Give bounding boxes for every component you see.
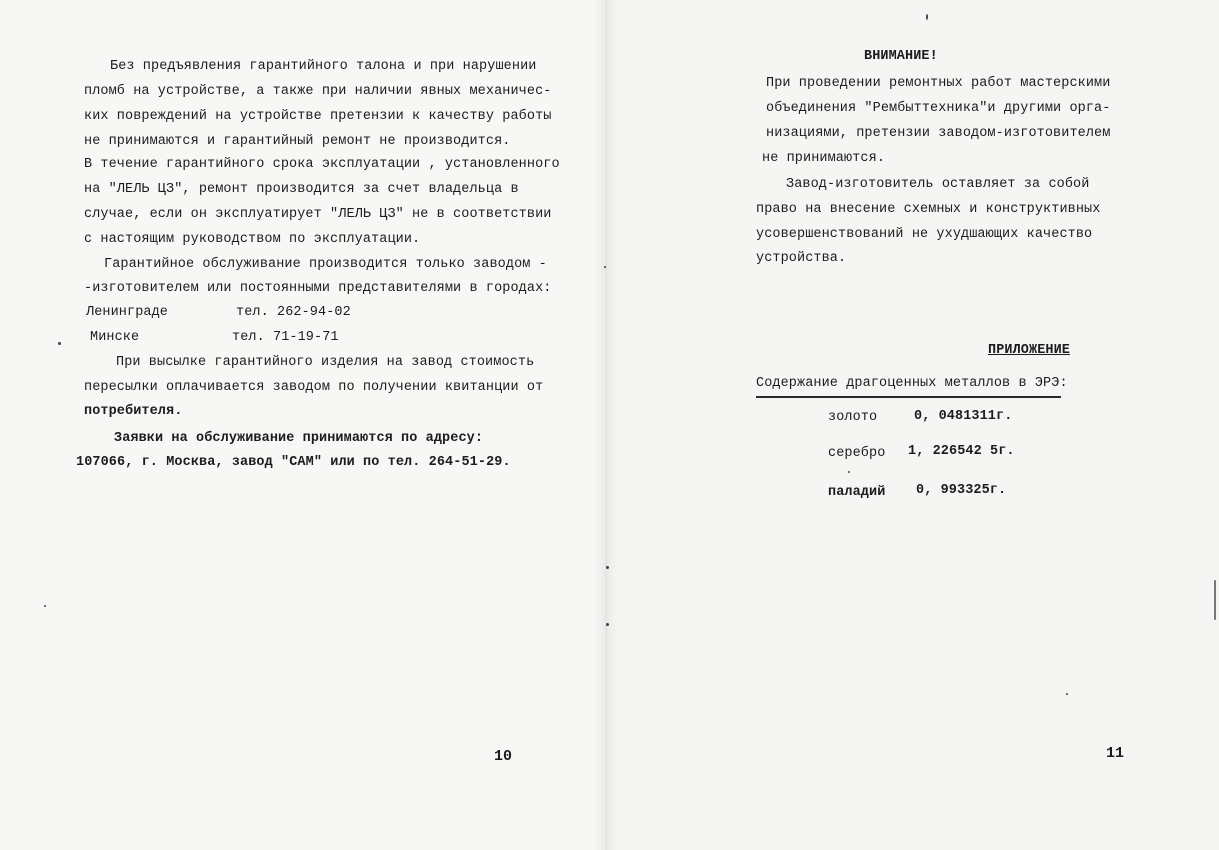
warranty-text-line: Без предъявления гарантийного талона и при нарушении: [110, 59, 537, 74]
left-page: [0, 0, 606, 850]
scan-edge-mark: [1214, 580, 1216, 620]
warranty-text-line: Гарантийное обслуживание производится только заводом -: [104, 257, 547, 272]
warranty-text-line: на "ЛЕЛЬ ЦЗ", ремонт производится за счет владельца в: [84, 182, 519, 197]
metal-amount: 0, 0481311г.: [914, 409, 1013, 424]
warranty-text-line: В течение гарантийного срока эксплуатации , установленного: [84, 157, 560, 172]
shipping-text-line: При высылке гарантийного изделия на завод стоимость: [116, 355, 535, 370]
metal-amount: 0, 993325г.: [916, 483, 1007, 498]
page-number: 10: [494, 748, 513, 765]
city-phone: тел. 71-19-71: [232, 330, 339, 345]
improvement-text-line: устройства.: [756, 251, 847, 266]
scan-speck: [44, 605, 46, 607]
service-text-line: Заявки на обслуживание принимаются по адресу:: [114, 431, 484, 446]
book-gutter: [594, 0, 618, 850]
improvement-text-line: Завод-изготовитель оставляет за собой: [786, 177, 1090, 192]
warranty-text-line: с настоящим руководством по эксплуатации.: [84, 232, 421, 247]
right-page: [606, 0, 1219, 850]
metal-name: паладий: [828, 485, 886, 500]
warranty-text-line: случае, если он эксплуатирует "ЛЕЛЬ ЦЗ" не в соответствии: [84, 207, 552, 222]
service-address-line: 107066, г. Москва, завод "САМ" или по тел. 264-51-29.: [76, 455, 511, 470]
improvement-text-line: усовершенствований не ухудшающих качество: [756, 227, 1093, 242]
scan-speck: [58, 342, 61, 345]
warranty-text-line: не принимаются и гарантийный ремонт не производится.: [84, 134, 511, 149]
warranty-text-line: пломб на устройстве, а также при наличии явных механичес-: [84, 84, 552, 99]
city-name: Ленинграде: [86, 305, 169, 320]
shipping-text-line: потребителя.: [84, 404, 183, 419]
metals-caption: Содержание драгоценных металлов в ЭРЭ:: [756, 376, 1068, 391]
attention-text-line: низациями, претензии заводом-изготовителем: [766, 126, 1111, 141]
attention-text-line: При проведении ремонтных работ мастерскими: [766, 76, 1111, 91]
city-phone: тел. 262-94-02: [236, 305, 351, 320]
attention-text-line: объединения "Рембыттехника"и другими орга-: [766, 101, 1111, 116]
shipping-text-line: пересылки оплачивается заводом по получении квитанции от: [84, 380, 544, 395]
attention-heading: ВНИМАНИЕ!: [864, 49, 938, 64]
scan-speck: [1066, 693, 1068, 695]
scan-speck: [848, 471, 850, 473]
metal-name: серебро: [828, 446, 886, 461]
warranty-text-line: -изготовителем или постоянными представителями в городах:: [84, 281, 552, 296]
caption-rule: [756, 396, 1061, 398]
city-name: Минске: [90, 330, 140, 345]
appendix-title: ПРИЛОЖЕНИЕ: [988, 343, 1071, 358]
scan-speck: [926, 14, 928, 20]
improvement-text-line: право на внесение схемных и конструктивных: [756, 202, 1101, 217]
metal-amount: 1, 226542 5г.: [908, 444, 1015, 459]
attention-text-line: не принимаются.: [762, 151, 886, 166]
metal-name: золото: [828, 410, 878, 425]
page-number: 11: [1106, 745, 1125, 762]
warranty-text-line: ких повреждений на устройстве претензии к качеству работы: [84, 109, 552, 124]
